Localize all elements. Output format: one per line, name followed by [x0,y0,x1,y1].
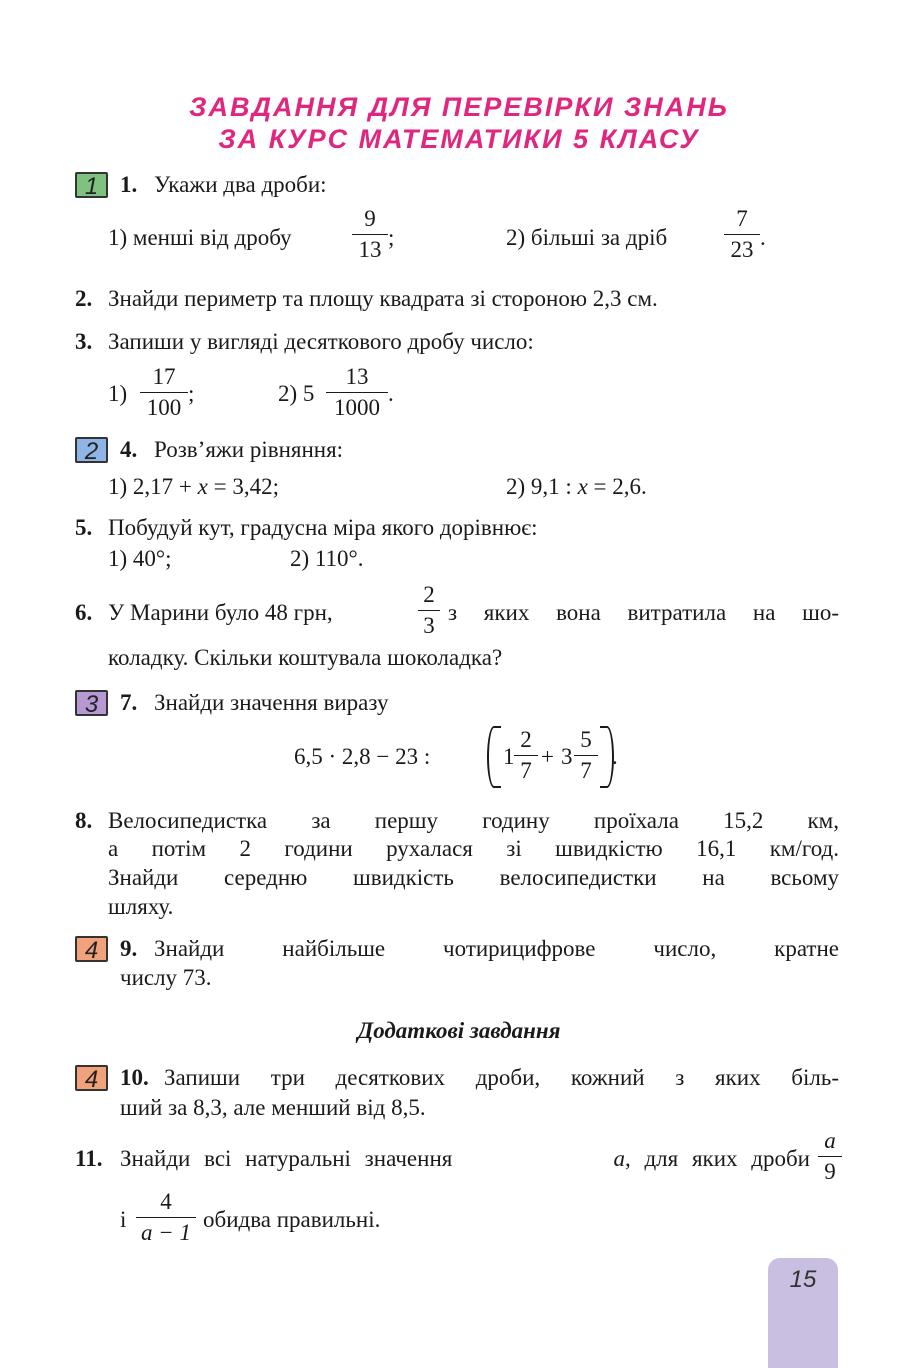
fraction-denominator: 7 [574,755,598,786]
task-6-text-post: з яких вона витратила на шо- [448,600,839,625]
level-badge-1: 1 [75,172,108,198]
task-5-number: 5. [75,515,93,540]
equation-left: 1) 2,17 + [108,474,198,499]
mixed-number-2-whole: 3 [561,744,573,769]
task-1-option-a-end: ; [388,225,395,250]
task-3-option-b-end: . [388,381,394,406]
task-6-number: 6. [75,600,93,625]
task-11-end: обидва правильні. [203,1207,381,1232]
conjunction-and: і [120,1207,127,1232]
fraction-denominator: 9 [818,1156,842,1187]
equation-right: = 2,6. [587,474,647,499]
task-5-text: Побудуй кут, градусна міра якого дорівнює: [108,515,538,540]
fraction-17-100 [140,362,188,423]
variable-x: x [197,474,208,499]
task-4-option-a [108,474,279,500]
task-8-number: 8. [75,808,93,833]
fraction-7-23 [724,204,760,265]
task-4-number: 4. [120,437,138,462]
title-line-2: ЗА КУРС МАТЕМАТИКИ 5 КЛАСУ [218,124,700,154]
task-11-line-1 [120,1146,810,1172]
expression-prefix: 6,5 · 2,8 − 23 : [294,744,431,769]
level-badge-3: 3 [75,690,108,716]
task-8-line-4: шляху. [108,894,174,919]
left-parenthesis [487,726,501,788]
task-10-line-2: ший за 8,3, але менший від 8,5. [120,1095,426,1120]
fraction-denominator: 13 [352,234,388,265]
task-1-option-b-end: . [760,225,766,250]
task-10-number: 10. [120,1065,149,1090]
fraction-5-7 [574,725,598,786]
mixed-number-1-whole: 1 [503,744,515,769]
task-9-line-1: Знайди найбільше чотирицифрове число, кратне [154,936,839,961]
fraction-numerator: 13 [345,364,369,389]
additional-tasks-heading: Додаткові завдання [357,1018,561,1043]
fraction-13-1000 [326,362,388,423]
task-4-option-b [506,474,647,500]
fraction-numerator: 2 [520,727,532,752]
title-line-1: ЗАВДАННЯ ДЛЯ ПЕРЕВІРКИ ЗНАНЬ [189,92,729,122]
page-number: 15 [789,1266,817,1293]
task-11-variable [613,1146,810,1172]
fraction-denominator: 23 [724,234,760,265]
task-4-text: Розв’яжи рівняння: [154,437,344,462]
fraction-numerator: 5 [580,727,592,752]
task-2-text: Знайди периметр та площу квадрата зі стороною 2,3 см. [108,286,658,311]
task-3-option-b: 2) 5 [278,381,315,406]
fraction-9-13 [352,204,388,265]
fraction-numerator: 2 [423,582,435,607]
fraction-denominator: 1000 [326,392,388,423]
fraction-4-over-a-minus-1 [136,1187,196,1248]
task-1-option-a: 1) менші від дробу [108,225,292,250]
fraction-numerator: 9 [364,206,376,231]
level-badge-4: 4 [75,936,108,962]
task-1-number: 1. [120,172,138,197]
fraction-numerator: a [824,1128,836,1153]
task-11-word: Знайди всі натуральні значення [120,1146,453,1171]
task-5-option-b: 2) 110°. [290,546,364,571]
expression-end: . [612,744,618,769]
task-3-number: 3. [75,329,93,354]
fraction-numerator: 7 [736,206,748,231]
plus-sign: + [541,744,554,769]
task-8-line-2: а потім 2 години рухалася зі швидкістю 16,1 км/год. [108,836,839,861]
equation-left: 2) 9,1 : [506,474,578,499]
task-2-number: 2. [75,286,93,311]
level-badge-2: 2 [75,437,108,463]
fraction-denominator: 7 [514,755,538,786]
task-5-option-a: 1) 40°; [108,546,172,571]
task-11-number: 11. [75,1146,103,1171]
task-8-line-3: Знайди середню швидкість велосипедистки на всьому [108,865,839,890]
task-6-text-line2: коладку. Скільки коштувала шоколадка? [108,645,503,670]
task-1-text: Укажи два дроби: [154,172,327,197]
task-9-line-2: числу 73. [120,965,212,990]
task-3-text: Запиши у вигляді десяткового дробу число: [108,329,534,354]
equation-right: = 3,42; [207,474,279,499]
variable-a: a [613,1146,625,1171]
fraction-denominator: 100 [140,392,188,423]
fraction-numerator: 17 [152,364,176,389]
variable-x: x [577,474,588,499]
task-11-post: , для яких дроби [624,1146,810,1171]
task-10-line-1: Запиши три десяткових дроби, кожний з яких біль- [164,1065,839,1090]
task-6-text-pre: У Марини було 48 грн, [108,600,333,625]
task-3-option-a-end: ; [188,381,195,406]
fraction-2-3 [418,580,440,641]
task-9-number: 9. [120,936,138,961]
fraction-2-7 [514,725,538,786]
level-badge-4: 4 [75,1065,108,1091]
task-8-line-1: Велосипедистка за першу годину проїхала 15,2 км, [108,808,839,833]
task-3-option-a: 1) [108,381,128,406]
fraction-denominator: 3 [418,610,440,641]
task-1-option-b: 2) більші за дріб [506,225,668,250]
fraction-numerator: 4 [160,1189,172,1214]
task-7-number: 7. [120,690,138,715]
task-7-text: Знайди значення виразу [154,690,389,715]
fraction-denominator: a − 1 [136,1217,196,1248]
fraction-a-9 [818,1126,842,1187]
